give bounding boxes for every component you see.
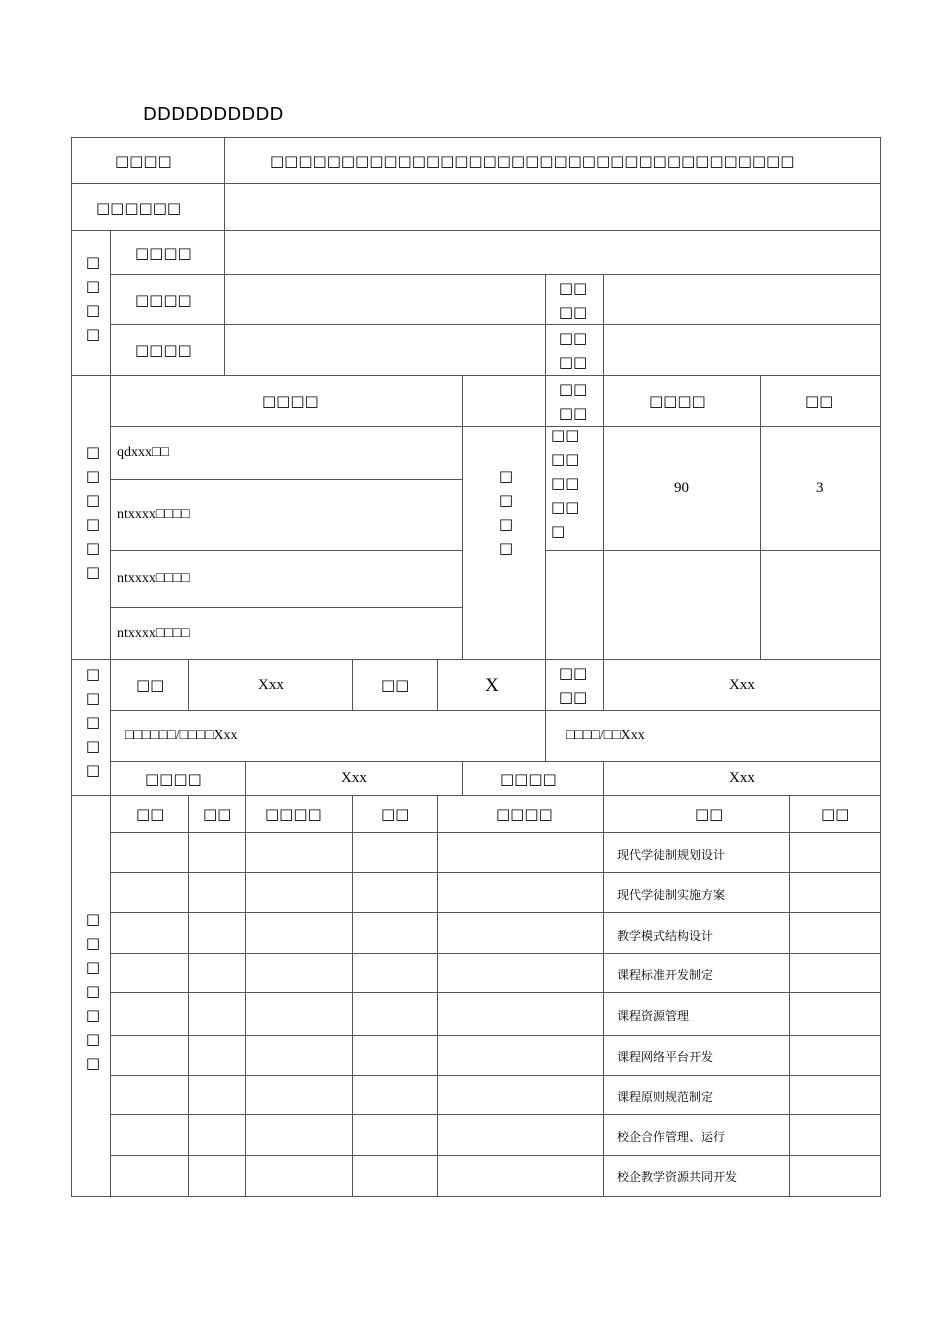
task-item: 现代学徒制实施方案 xyxy=(617,888,726,902)
s3-e-text: □□□□/□□Xxx xyxy=(566,728,645,743)
s4-header: □□ xyxy=(821,805,850,823)
task-item: 课程网络平台开发 xyxy=(617,1050,714,1064)
s4-header: □□ xyxy=(381,805,410,823)
task-item: 教学模式结构设计 xyxy=(617,929,714,943)
s3-a-label: □□ xyxy=(136,676,165,694)
form-table xyxy=(71,137,881,1197)
task-item: 课程原则规范制定 xyxy=(617,1090,714,1104)
s2-credit: 3 xyxy=(816,480,824,496)
s2-col-head2: □□□□ xyxy=(649,392,706,410)
s1-row3-label: □□□□ xyxy=(135,341,192,359)
s2-header: □□□□ xyxy=(262,392,319,410)
row2-label: □□□□□□ xyxy=(96,199,182,217)
s3-c-label: □□ □□ xyxy=(558,664,588,706)
task-item: 课程标准开发制定 xyxy=(617,968,714,982)
s3-d-text: □□□□□□/□□□□Xxx xyxy=(125,728,238,743)
s2-cell-side: □□ □□ □□ □□ □ xyxy=(551,426,580,540)
s3-g-label: □□□□ xyxy=(500,770,557,788)
name-value: □□□□□□□□□□□□□□□□□□□□□□□□□□□□□□□□□□□□□ xyxy=(270,152,795,170)
s4-header: □□□□ xyxy=(496,805,553,823)
s4-header: □□□□ xyxy=(265,805,322,823)
section3-side-label: □ □ □ □ □ xyxy=(85,665,101,779)
s4-header: □□ xyxy=(136,805,165,823)
s1-row2-side: □□ □□ xyxy=(558,279,588,321)
s1-row3-side: □□ □□ xyxy=(558,329,588,371)
s2-item: ntxxxx□□□□ xyxy=(117,507,190,522)
s2-col-head3: □□ xyxy=(805,392,834,410)
s2-item: qdxxx□□ xyxy=(117,445,169,460)
task-item: 校企合作管理、运行 xyxy=(617,1130,726,1144)
s2-item: ntxxxx□□□□ xyxy=(117,571,190,586)
s4-header: □□ xyxy=(203,805,232,823)
section4-side-label: □ □ □ □ □ □ □ xyxy=(85,910,101,1072)
s3-c-value: Xxx xyxy=(729,677,755,693)
page-title: DDDDDDDDDD xyxy=(143,104,284,125)
s3-g-value: Xxx xyxy=(729,770,755,786)
s2-mid-side: □ □ □ □ xyxy=(498,467,514,557)
s3-b-value: X xyxy=(485,675,499,696)
task-item: 课程资源管理 xyxy=(617,1009,690,1023)
section1-side-label: □ □ □ □ xyxy=(85,253,101,343)
s1-row1-label: □□□□ xyxy=(135,244,192,262)
s3-f-label: □□□□ xyxy=(145,770,202,788)
s3-a-value: Xxx xyxy=(258,677,284,693)
section2-side-label: □ □ □ □ □ □ xyxy=(85,443,101,581)
s2-item: ntxxxx□□□□ xyxy=(117,626,190,641)
s3-b-label: □□ xyxy=(381,676,410,694)
s4-header: □□ xyxy=(695,805,724,823)
task-item: 现代学徒制规划设计 xyxy=(617,848,726,862)
task-item: 校企教学资源共同开发 xyxy=(617,1170,738,1184)
s2-score: 90 xyxy=(674,480,689,496)
s3-f-value: Xxx xyxy=(341,770,367,786)
name-label: □□□□ xyxy=(115,152,172,170)
s2-col-head: □□ □□ xyxy=(558,380,588,422)
s1-row2-label: □□□□ xyxy=(135,291,192,309)
